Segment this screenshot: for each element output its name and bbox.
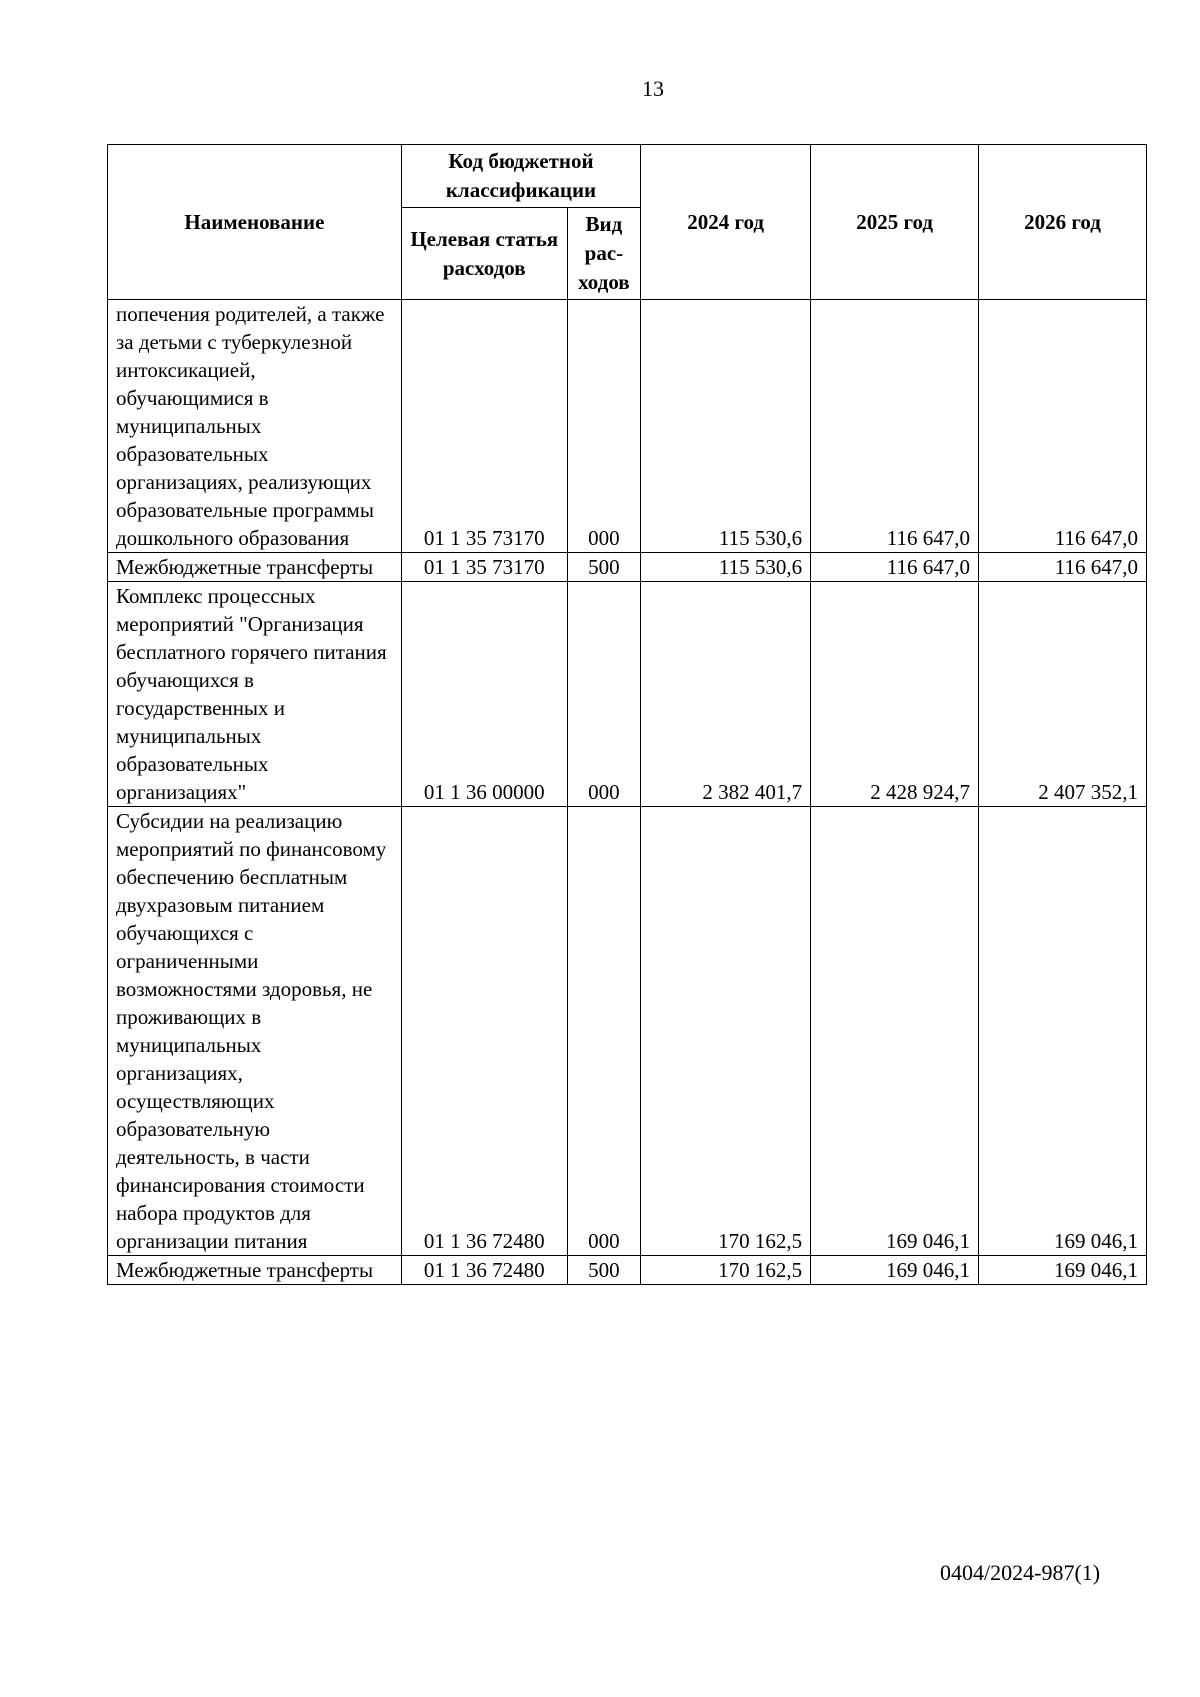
row-2026: 169 046,1 [979, 807, 1147, 1256]
row-2025: 2 428 924,7 [811, 582, 979, 807]
row-2024: 170 162,5 [641, 1256, 811, 1285]
row-target: 01 1 36 00000 [401, 582, 567, 807]
header-row-1 [108, 145, 1147, 208]
row-type: 500 [567, 1256, 640, 1285]
row-target: 01 1 35 73170 [401, 553, 567, 582]
row-type: 000 [567, 807, 640, 1256]
table-row [108, 807, 1147, 1256]
row-type: 000 [567, 300, 640, 553]
header-2026: 2026 год [979, 145, 1147, 300]
row-name: Межбюджетные трансферты [108, 553, 402, 582]
row-2024: 115 530,6 [641, 300, 811, 553]
row-2026: 116 647,0 [979, 553, 1147, 582]
row-type: 000 [567, 582, 640, 807]
row-name: Комплекс процессных мероприятий "Организация бесплатного горячего питания обучающихся в государственных и муниципальных образовательных организациях" [108, 582, 402, 807]
row-target: 01 1 36 72480 [401, 807, 567, 1256]
header-name: Наименование [108, 145, 402, 300]
row-2024: 2 382 401,7 [641, 582, 811, 807]
row-target: 01 1 35 73170 [401, 300, 567, 553]
header-type: Вид рас-ходов [567, 208, 640, 300]
table-header [108, 145, 1147, 300]
row-name: Межбюджетные трансферты [108, 1256, 402, 1285]
table-row [108, 553, 1147, 582]
row-2025: 116 647,0 [811, 553, 979, 582]
page-number: 13 [642, 76, 664, 101]
table-body [108, 300, 1147, 1285]
header-2025: 2025 год [811, 145, 979, 300]
row-name: попечения родителей, а также за детьми с туберкулезной интоксикацией, обучающимися в муниципальных образовательных организациях, реализующих образовательные программы дошкольного образования [108, 300, 402, 553]
row-2026: 2 407 352,1 [979, 582, 1147, 807]
row-type: 500 [567, 553, 640, 582]
row-2024: 170 162,5 [641, 807, 811, 1256]
row-2026: 116 647,0 [979, 300, 1147, 553]
row-name: Субсидии на реализацию мероприятий по финансовому обеспечению бесплатным двухразовым питанием обучающихся с ограниченными возможностями здоровья, не проживающих в муниципальных организациях, осуществляющих образовательную деятельность, в части финансирования стоимости набора продуктов для организации питания [108, 807, 402, 1256]
header-target: Целевая статья расходов [401, 208, 567, 300]
table-row [108, 300, 1147, 553]
row-target: 01 1 36 72480 [401, 1256, 567, 1285]
table-row [108, 1256, 1147, 1285]
budget-table [107, 144, 1147, 1285]
header-2024: 2024 год [641, 145, 811, 300]
document-code: 0404/2024-987(1) [940, 1560, 1101, 1585]
row-2025: 116 647,0 [811, 300, 979, 553]
row-2025: 169 046,1 [811, 1256, 979, 1285]
row-2025: 169 046,1 [811, 807, 979, 1256]
row-2024: 115 530,6 [641, 553, 811, 582]
table-row [108, 582, 1147, 807]
header-kbk: Код бюджетной классификации [401, 145, 640, 208]
row-2026: 169 046,1 [979, 1256, 1147, 1285]
